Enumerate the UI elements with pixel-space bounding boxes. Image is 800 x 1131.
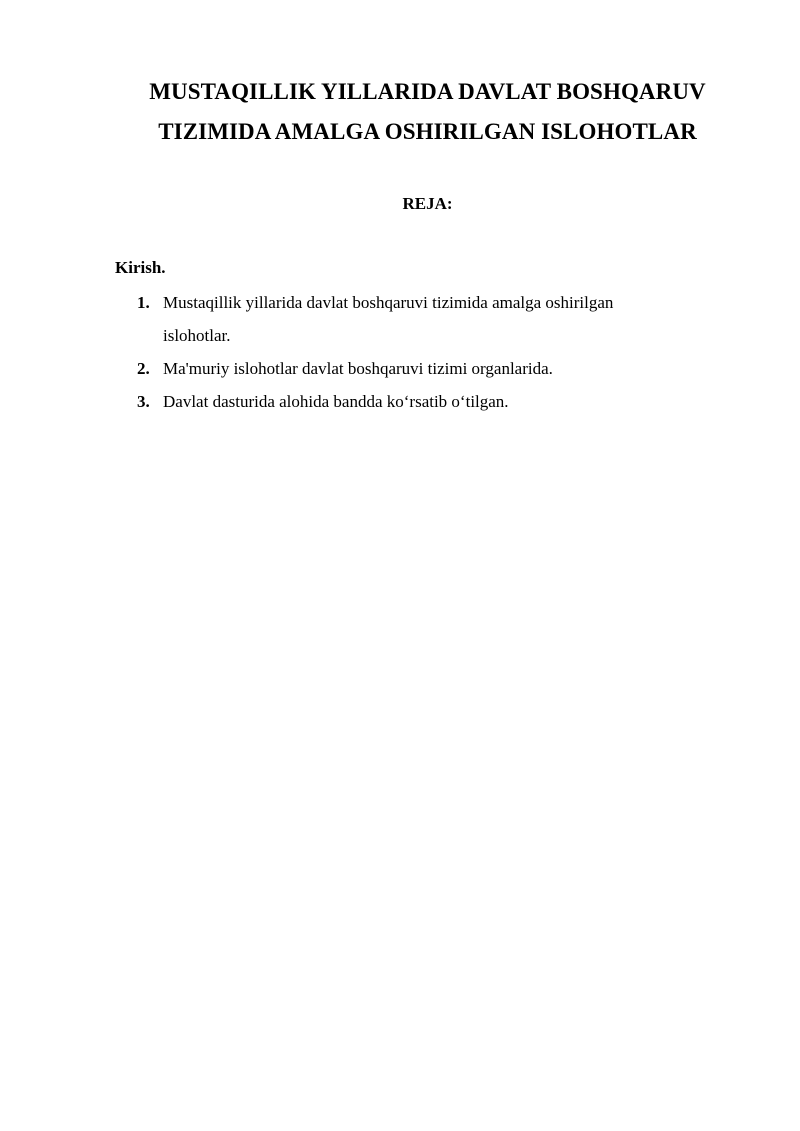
title-line-2: TIZIMIDA AMALGA OSHIRILGAN ISLOHOTLAR xyxy=(158,119,697,144)
intro-label: Kirish. xyxy=(115,258,166,277)
plan-item-text: Davlat dasturida alohida bandda ko‘rsatib o‘tilgan. xyxy=(163,392,509,411)
plan-heading: REJA: xyxy=(402,194,453,213)
plan-list xyxy=(115,286,715,418)
title-line-1: MUSTAQILLIK YILLARIDA DAVLAT BOSHQARUV xyxy=(149,79,706,104)
plan-item-number: 1. xyxy=(137,293,150,312)
plan-item xyxy=(115,352,683,385)
plan-item-number: 2. xyxy=(137,359,150,378)
plan-item-number: 3. xyxy=(137,392,150,411)
plan-item-text: Mustaqillik yillarida davlat boshqaruvi tizimida amalga oshirilgan islohotlar. xyxy=(163,293,614,345)
plan-item-text: Ma'muriy islohotlar davlat boshqaruvi tizimi organlarida. xyxy=(163,359,553,378)
document-title xyxy=(100,72,755,152)
plan-item xyxy=(115,385,683,418)
plan-item xyxy=(115,286,683,352)
